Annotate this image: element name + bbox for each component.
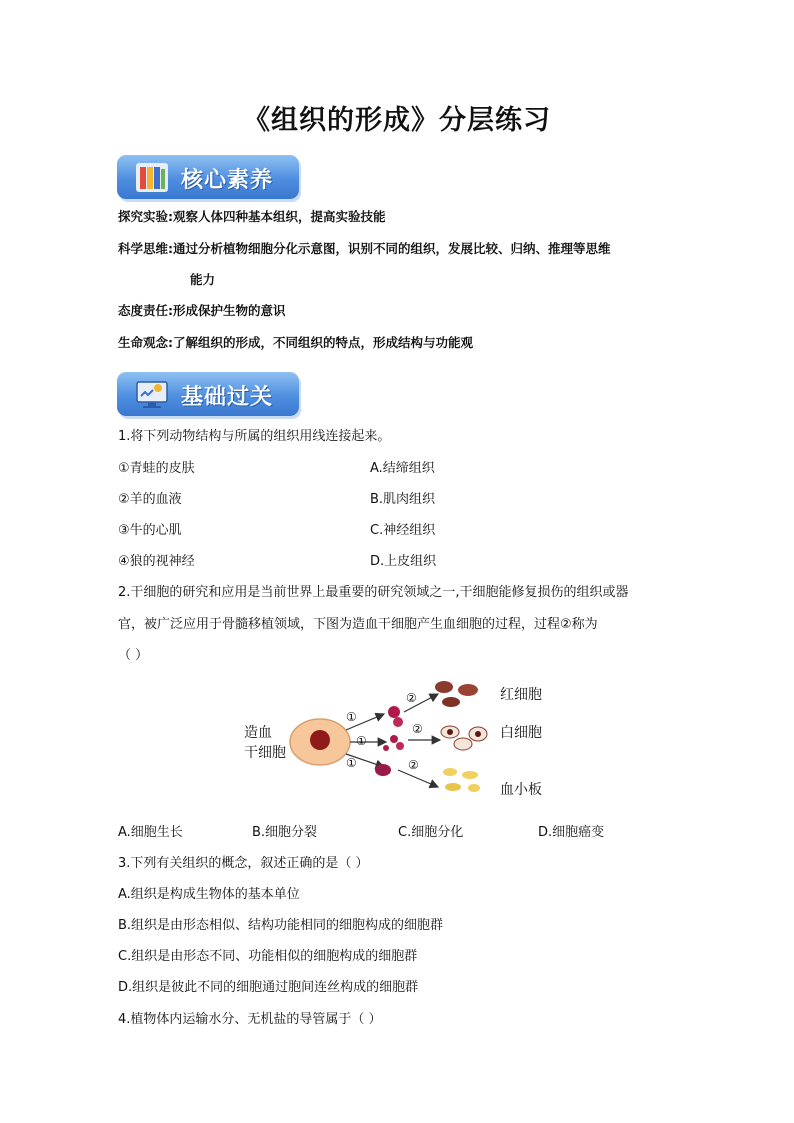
q1-right-b: B.肌肉组织: [370, 492, 436, 507]
q3-option-d: D.组织是彼此不同的细胞通过胞间连丝构成的细胞群: [118, 980, 419, 995]
section-banner-core: [117, 155, 299, 199]
q3-option-a: A.组织是构成生物体的基本单位: [118, 887, 300, 902]
section-banner-basic: [117, 372, 299, 416]
computer-check-icon: [135, 377, 169, 411]
diagram-source-label-1: 造血: [244, 725, 272, 741]
q1-left-2: ②羊的血液: [118, 492, 182, 507]
q2-option-d: D.细胞癌变: [538, 825, 605, 840]
step2-label-top: ②: [406, 691, 417, 705]
q1-left-4: ④狼的视神经: [118, 554, 195, 569]
q3-option-b: B.组织是由形态相似、结构功能相同的细胞构成的细胞群: [118, 918, 444, 933]
page-title: 《组织的形成》分层练习: [243, 105, 551, 136]
books-icon: [135, 160, 169, 194]
q2-stem-line1: 2.干细胞的研究和应用是当前世界上最重要的研究领域之一,干细胞能修复损伤的组织或器: [118, 585, 629, 600]
q1-left-1: ①青蛙的皮肤: [118, 461, 195, 476]
step1-label-top: ①: [346, 710, 357, 724]
q4-stem: 4.植物体内运输水分、无机盐的导管属于（ ）: [118, 1012, 382, 1027]
q2-option-b: B.细胞分裂: [252, 825, 318, 840]
output-red-cell: 红细胞: [500, 687, 542, 703]
q1-left-3: ③牛的心肌: [118, 523, 182, 538]
core-item-1: 探究实验:观察人体四种基本组织，提高实验技能: [118, 209, 386, 224]
q2-option-a: A.细胞生长: [118, 825, 183, 840]
section-title-core: 核心素养: [181, 168, 274, 193]
output-platelet: 血小板: [500, 782, 542, 798]
core-item-4: 生命观念:了解组织的形成，不同组织的特点，形成结构与功能观: [118, 335, 474, 350]
q1-stem: 1.将下列动物结构与所属的组织用线连接起来。: [118, 429, 391, 444]
q2-answer-paren: （ ）: [118, 648, 149, 663]
diagram-source-label-2: 干细胞: [244, 745, 286, 761]
section-title-basic: 基础过关: [181, 385, 274, 410]
core-item-2: 科学思维:通过分析植物细胞分化示意图，识别不同的组织，发展比较、归纳、推理等思维: [118, 241, 611, 256]
output-white-cell: 白细胞: [500, 725, 542, 741]
q2-option-c: C.细胞分化: [398, 825, 464, 840]
stem-cell-nucleus: [310, 730, 330, 750]
step2-label-bottom: ②: [408, 758, 419, 772]
step2-label-mid: ②: [412, 722, 423, 736]
q1-right-c: C.神经组织: [370, 523, 436, 538]
q1-right-a: A.结缔组织: [370, 461, 435, 476]
blood-cell-diagram: [238, 672, 558, 802]
step1-label-bottom: ①: [346, 756, 357, 770]
q3-option-c: C.组织是由形态不同、功能相似的细胞构成的细胞群: [118, 949, 418, 964]
core-item-2-cont: 能力: [190, 272, 216, 287]
step1-label-mid: ①: [356, 734, 367, 748]
q3-stem: 3.下列有关组织的概念，叙述正确的是（ ）: [118, 856, 369, 871]
q1-right-d: D.上皮组织: [370, 554, 437, 569]
core-item-3: 态度责任:形成保护生物的意识: [118, 303, 286, 318]
q2-stem-line2: 官，被广泛应用于骨髓移植领域，下图为造血干细胞产生血细胞的过程，过程②称为: [118, 617, 598, 632]
